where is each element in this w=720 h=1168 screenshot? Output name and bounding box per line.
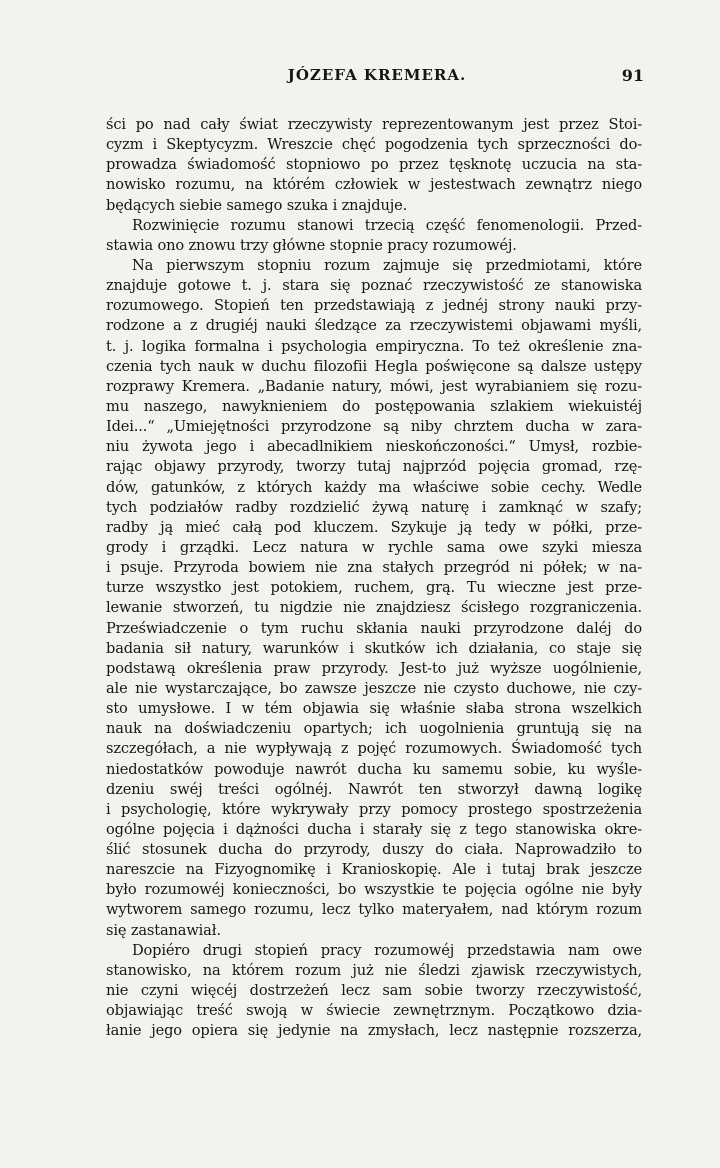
text-line: podstawą określenia praw przyrody. Jest-to już wyższe uogólnienie, [106, 659, 642, 677]
text-line: ale nie wystarczające, bo zawsze jeszcze nie czysto duchowe, nie czy- [106, 679, 642, 697]
text-line: rozprawy Kremera. „Badanie natury, mówi, jest wyrabianiem się rozu- [106, 377, 642, 395]
text-line: niu żywota jego i abecadlnikiem nieskończoności.“ Umysł, rozbie- [106, 438, 642, 456]
text-line: stawia ono znowu trzy główne stopnie pracy rozumowéj. [106, 236, 517, 254]
text-line: t. j. logika formalna i psychologia empiryczna. To też określenie zna- [106, 337, 642, 355]
text-line: Rozwinięcie rozumu stanowi trzecią część fenomenologii. Przed- [132, 216, 642, 234]
page-number: 91 [621, 66, 644, 85]
text-line: Idei...“ „Umiejętności przyrodzone są niby chrztem ducha w zara- [106, 418, 642, 436]
text-line: Przeświadczenie o tym ruchu skłania nauki przyrodzone daléj do [106, 619, 642, 637]
text-line: rozumowego. Stopień ten przedstawiają z jednéj strony nauki przy- [106, 297, 642, 315]
text-line: znajduje gotowe t. j. stara się poznać rzeczywistość ze stanowiska [106, 277, 642, 295]
text-line: i psychologię, które wykrywały przy pomocy prostego spostrzeżenia [106, 800, 642, 818]
text-line: było rozumowéj konieczności, bo wszystkie te pojęcia ogólne nie były [106, 881, 642, 899]
text-line: będących siebie samego szuka i znajduje. [106, 196, 408, 214]
text-line: grody i grządki. Lecz natura w rychle sama owe szyki miesza [106, 538, 642, 556]
text-line: sto umysłowe. I w tém objawia się właśnie słaba strona wszelkich [106, 700, 642, 718]
text-line: łanie jego opiera się jedynie na zmysłach, lecz następnie rozszerza, [106, 1022, 642, 1040]
text-line: szczegółach, a nie wypływają z pojęć rozumowych. Świadomość tych [106, 740, 642, 758]
running-head: JÓZEFA KREMERA. [287, 66, 467, 84]
text-line: czenia tych nauk w duchu filozofii Hegla poświęcone są dalsze ustępy [106, 357, 642, 375]
text-line: objawiając treść swoją w świecie zewnętrznym. Początkowo dzia- [106, 1002, 642, 1020]
text-line: się zastanawiał. [106, 921, 221, 939]
text-line: dów, gatunków, z których każdy ma właściwe sobie cechy. Wedle [106, 478, 642, 496]
text-line: cyzm i Skeptycyzm. Wreszcie chęć pogodzenia tych sprzeczności do- [106, 136, 642, 154]
text-line: nie czyni więcéj dostrzeżeń lecz sam sobie tworzy rzeczywistość, [106, 982, 642, 1000]
text-line: prowadza świadomość stopniowo po przez tęsknotę uczucia na sta- [106, 156, 642, 174]
text-line: niedostatków powoduje nawrót ducha ku samemu sobie, ku wyśle- [106, 760, 642, 778]
text-line: radby ją mieć całą pod kluczem. Szykuje ją tedy w półki, prze- [106, 518, 642, 536]
text-line: ślić stosunek ducha do przyrody, duszy do ciała. Naprowadziło to [106, 841, 642, 859]
text-line: turze wszystko jest potokiem, ruchem, grą. Tu wieczne jest prze- [106, 579, 642, 597]
text-line: rodzone a z drugiéj nauki śledzące za rzeczywistemi objawami myśli, [106, 317, 642, 335]
text-line: stanowisko, na którem rozum już nie śledzi zjawisk rzeczywistych, [106, 961, 642, 979]
text-line: lewanie stworzeń, tu nigdzie nie znajdziesz ścisłego rozgraniczenia. [106, 599, 642, 617]
text-line: dzeniu swéj treści ogólnéj. Nawrót ten stworzył dawną logikę [106, 780, 642, 798]
text-line: i psuje. Przyroda bowiem nie zna stałych przegród ni półek; w na- [106, 559, 642, 577]
text-line: wytworem samego rozumu, lecz tylko materyałem, nad którym rozum [106, 901, 642, 919]
text-line: tych podziałów radby rozdzielić żywą naturę i zamknąć w szafy; [106, 498, 642, 516]
text-line: nowisko rozumu, na którém człowiek w jestestwach zewnątrz niego [106, 176, 642, 194]
text-line: mu naszego, nawyknieniem do postępowania szlakiem wiekuistéj [106, 397, 642, 415]
text-line: Na pierwszym stopniu rozum zajmuje się przedmiotami, które [132, 256, 642, 274]
page-header [110, 66, 644, 94]
text-line: nareszcie na Fizyognomikę i Kranioskopię. Ale i tutaj brak jeszcze [106, 861, 642, 879]
text-line: ogólne pojęcia i dążności ducha i starały się z tego stanowiska okre- [106, 820, 642, 838]
text-line: ści po nad cały świat rzeczywisty reprezentowanym jest przez Stoi- [106, 116, 642, 133]
body-text [106, 115, 642, 1041]
text-line: nauk na doświadczeniu opartych; ich uogolnienia gruntują się na [106, 720, 642, 738]
text-line: Dopiéro drugi stopień pracy rozumowéj przedstawia nam owe [132, 941, 642, 959]
text-line: rając objawy przyrody, tworzy tutaj najprzód pojęcia gromad, rzę- [106, 458, 642, 476]
text-line: badania sił natury, warunków i skutków ich działania, co staje się [106, 639, 642, 657]
